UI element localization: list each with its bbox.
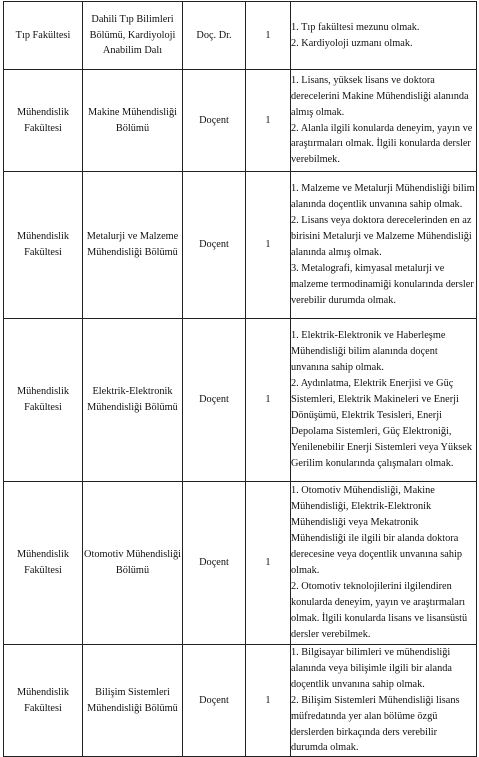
department-cell: Otomotiv Mühendisliği Bölümü [83, 482, 183, 645]
department-cell: Metalurji ve Malzeme Mühendisliği Bölümü [83, 172, 183, 319]
department-cell: Elektrik-Elektronik Mühendisliği Bölümü [83, 319, 183, 482]
faculty-cell: Mühendislik Fakültesi [4, 482, 83, 645]
requirement-item: 1. Lisans, yüksek lisans ve doktora derecelerini Makine Mühendisliği alanında almış olmak. [291, 74, 469, 118]
table-row [4, 645, 477, 757]
requirement-item: 2. Otomotiv teknolojilerini ilgilendiren konularda deneyim, yayın ve araştırmaları olmak. İlgili konularda lisans ve lisansüstü dersler verebilmek. [291, 580, 468, 640]
count-cell: 1 [246, 2, 291, 70]
table-row [4, 2, 477, 70]
requirements-cell [291, 2, 477, 70]
requirements-cell [291, 645, 477, 757]
title-cell: Doç. Dr. [183, 2, 246, 70]
count-cell: 1 [246, 172, 291, 319]
department-cell: Makine Mühendisliği Bölümü [83, 70, 183, 172]
faculty-cell: Mühendislik Fakültesi [4, 645, 83, 757]
requirement-item: 2. Bilişim Sistemleri Mühendisliği lisans müfredatında yer alan bölüme özgü derslerden birkaçında ders verebilir durumda olmak. [291, 694, 460, 754]
title-cell: Doçent [183, 645, 246, 757]
title-cell: Doçent [183, 172, 246, 319]
title-cell: Doçent [183, 70, 246, 172]
requirements-cell [291, 70, 477, 172]
count-cell: 1 [246, 70, 291, 172]
title-cell: Doçent [183, 319, 246, 482]
department-cell: Dahili Tıp Bilimleri Bölümü, Kardiyoloji Anabilim Dalı [83, 2, 183, 70]
requirements-cell [291, 482, 477, 645]
count-cell: 1 [246, 319, 291, 482]
requirement-item: 2. Lisans veya doktora derecelerinden en az birisini Metalurji ve Malzeme Mühendisliği alanında almış olmak. [291, 215, 472, 258]
requirement-item: 3. Metalografi, kimyasal metalurji ve malzeme termodinamiği konularında dersler verebilir durumda olmak. [291, 262, 474, 306]
positions-table [3, 1, 477, 757]
requirement-item: 1. Otomotiv Mühendisliği, Makine Mühendisliği, Elektrik-Elektronik Mühendisliği veya Mekatronik Mühendisliği ile ilgili bir alanda doktora derecesine veya doçentlik unvanına sahip olmak. [291, 485, 462, 576]
table-row [4, 172, 477, 319]
requirement-item: 1. Bilgisayar bilimleri ve mühendisliği alanında veya bilişimle ilgili bir alanda doçentlik unvanına sahip olmak. [291, 647, 452, 690]
requirements-cell [291, 319, 477, 482]
requirements-cell [291, 172, 477, 319]
faculty-cell: Mühendislik Fakültesi [4, 172, 83, 319]
requirement-item: 2. Alanla ilgili konularda deneyim, yayın ve araştırmaları olmak. İlgili konularda dersler verebilmek. [291, 122, 473, 166]
count-cell: 1 [246, 645, 291, 757]
faculty-cell: Mühendislik Fakültesi [4, 319, 83, 482]
requirement-item: 2. Aydınlatma, Elektrik Enerjisi ve Güç Sistemleri, Elektrik Makineleri ve Enerji Dönüşümü, Elektrik Tesisleri, Enerji Depolama Sistemleri, Güç Elektroniği, Yenilenebilir Enerji Sistemleri veya Yüksek Gerilim konularında çalışmaları olmak. [291, 378, 473, 469]
table-row [4, 70, 477, 172]
count-cell: 1 [246, 482, 291, 645]
faculty-cell: Tıp Fakültesi [4, 2, 83, 70]
faculty-cell: Mühendislik Fakültesi [4, 70, 83, 172]
table-row [4, 319, 477, 482]
requirement-item: 1. Tıp fakültesi mezunu olmak. [291, 21, 420, 33]
title-cell: Doçent [183, 482, 246, 645]
table-row [4, 482, 477, 645]
requirement-item: 2. Kardiyoloji uzmanı olmak. [291, 37, 413, 49]
department-cell: Bilişim Sistemleri Mühendisliği Bölümü [83, 645, 183, 757]
requirement-item: 1. Elektrik-Elektronik ve Haberleşme Mühendisliği bilim alanında doçent unvanına sahip olmak. [291, 330, 446, 374]
requirement-item: 1. Malzeme ve Metalurji Mühendisliği bilim alanında doçentlik unvanına sahip olmak. [291, 183, 475, 211]
